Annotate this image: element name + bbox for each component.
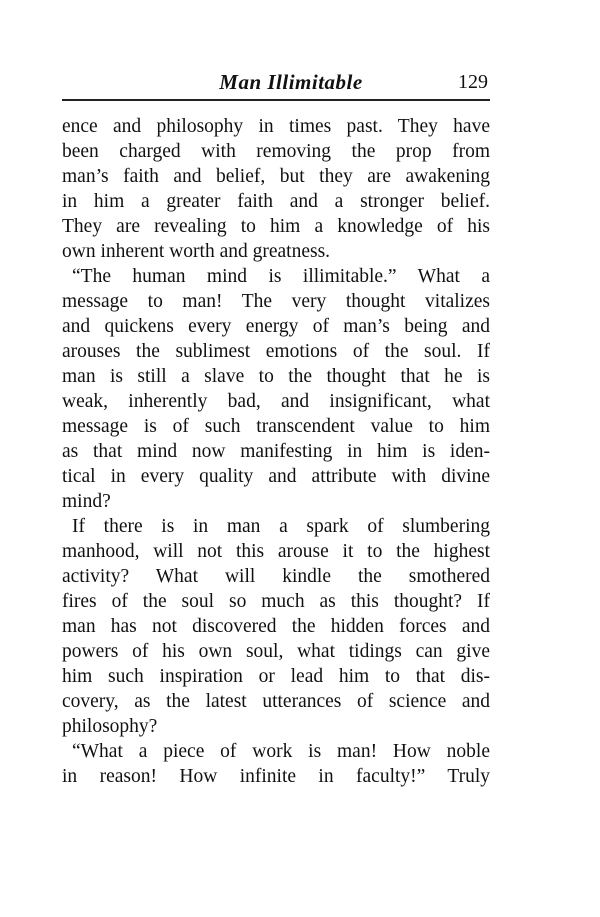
text-line: philosophy? (62, 716, 158, 737)
text-line: “The human mind is illimitable.” What a (72, 266, 490, 287)
text-line: in him a greater faith and a stronger belief. (62, 191, 490, 212)
text-line: mind? (62, 491, 111, 512)
text-line: message to man! The very thought vitalizes (62, 291, 490, 312)
text-line: in reason! How infinite in faculty!” Truly (62, 766, 490, 787)
text-line: man has not discovered the hidden forces and (62, 616, 490, 637)
text-line: him such inspiration or lead him to that dis- (62, 666, 490, 687)
running-title: Man Illimitable (219, 70, 363, 94)
text-line: covery, as the latest utterances of science and (62, 691, 490, 712)
text-line: activity? What will kindle the smothered (62, 566, 490, 587)
text-line: message is of such transcendent value to him (62, 416, 490, 437)
text-line: ence and philosophy in times past. They have (62, 116, 490, 137)
text-line: manhood, will not this arouse it to the highest (62, 541, 490, 562)
text-line: powers of his own soul, what tidings can give (62, 641, 490, 662)
page-number: 129 (458, 71, 488, 93)
running-header (62, 70, 490, 98)
header-rule (62, 99, 490, 101)
text-line: If there is in man a spark of slumbering (72, 516, 490, 537)
text-line: man’s faith and belief, but they are awakening (62, 166, 490, 187)
body-text (62, 114, 490, 789)
text-line: weak, inherently bad, and insignificant, what (62, 391, 490, 412)
text-line: own inherent worth and greatness. (62, 241, 331, 262)
text-line: and quickens every energy of man’s being and (62, 316, 490, 337)
text-line: fires of the soul so much as this thought? If (62, 591, 490, 612)
text-line: tical in every quality and attribute with divine (62, 466, 490, 487)
text-line: as that mind now manifesting in him is iden- (62, 441, 490, 462)
text-line: “What a piece of work is man! How noble (72, 741, 490, 762)
text-line: man is still a slave to the thought that he is (62, 366, 490, 387)
text-line: been charged with removing the prop from (62, 141, 490, 162)
text-line: They are revealing to him a knowledge of his (62, 216, 490, 237)
text-line: arouses the sublimest emotions of the soul. If (62, 341, 490, 362)
